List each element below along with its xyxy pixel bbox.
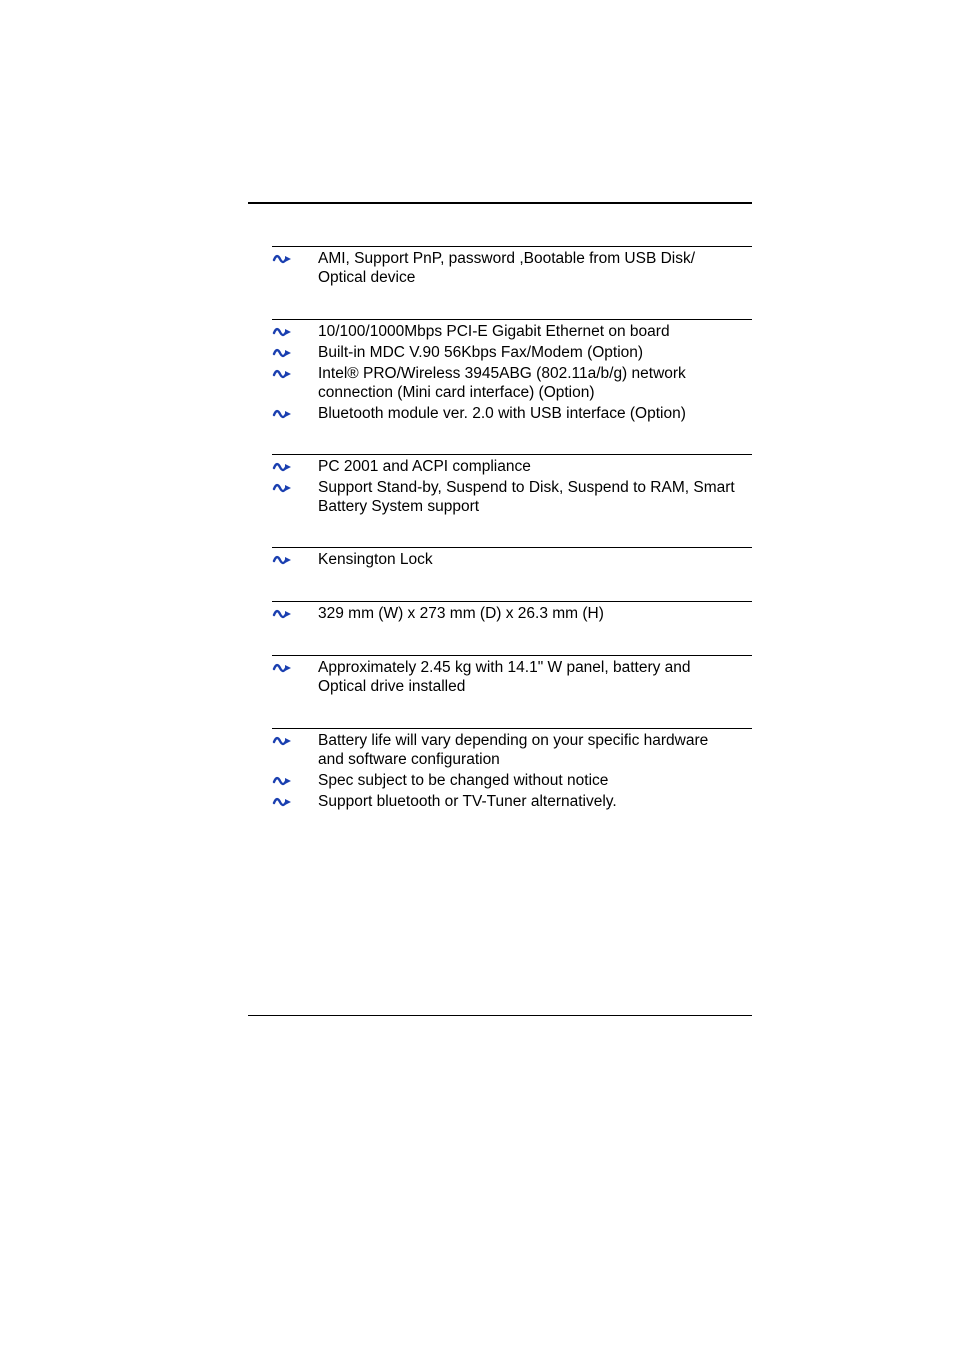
list-item [272,658,752,696]
list-item [272,249,752,287]
spec-section-dimensions [272,601,752,623]
spec-text: AMI, Support PnP, password ,Bootable from USB Disk/ Optical device [318,250,696,286]
spec-text: Battery life will vary depending on your specific hardware and software configuration [318,732,709,768]
header-rule [248,202,752,204]
wavy-arrow-bullet-icon [272,478,318,497]
spec-text: PC 2001 and ACPI compliance [318,458,531,475]
list-item [272,550,752,569]
wavy-arrow-bullet-icon [272,343,318,362]
wavy-arrow-bullet-icon [272,731,318,750]
wavy-arrow-bullet-icon [272,792,318,811]
wavy-arrow-bullet-icon [272,457,318,476]
spec-text: 329 mm (W) x 273 mm (D) x 26.3 mm (H) [318,605,604,622]
list-item [272,792,752,811]
list-item [272,731,752,769]
list-item [272,604,752,623]
spec-text: Support bluetooth or TV-Tuner alternatively. [318,793,617,810]
wavy-arrow-bullet-icon [272,771,318,790]
wavy-arrow-bullet-icon [272,658,318,677]
footer-rule [248,1015,752,1016]
list-item [272,478,752,516]
wavy-arrow-bullet-icon [272,550,318,569]
spec-text: Kensington Lock [318,551,433,568]
spec-section-bios [272,246,752,287]
spec-text: Built-in MDC V.90 56Kbps Fax/Modem (Option) [318,344,644,361]
spec-text: 10/100/1000Mbps PCI-E Gigabit Ethernet on board [318,323,670,340]
list-item [272,364,752,402]
wavy-arrow-bullet-icon [272,322,318,341]
spec-text: Bluetooth module ver. 2.0 with USB interface (Option) [318,405,686,422]
wavy-arrow-bullet-icon [272,364,318,383]
spec-text: Approximately 2.45 kg with 14.1" W panel, battery and Optical drive installed [318,659,691,695]
list-item [272,771,752,790]
wavy-arrow-bullet-icon [272,604,318,623]
list-item [272,343,752,362]
spec-section-weight [272,655,752,696]
spec-section-power-management [272,454,752,516]
wavy-arrow-bullet-icon [272,249,318,268]
spec-text: Intel® PRO/Wireless 3945ABG (802.11a/b/g) network connection (Mini card interface) (Option) [318,365,686,401]
list-item [272,322,752,341]
spec-section-notes [272,728,752,811]
spec-section-communication [272,319,752,423]
list-item [272,404,752,423]
list-item [272,457,752,476]
spec-section-security [272,547,752,569]
spec-text: Spec subject to be changed without notice [318,772,609,789]
wavy-arrow-bullet-icon [272,404,318,423]
spec-text: Support Stand-by, Suspend to Disk, Suspend to RAM, Smart Battery System support [318,479,735,515]
